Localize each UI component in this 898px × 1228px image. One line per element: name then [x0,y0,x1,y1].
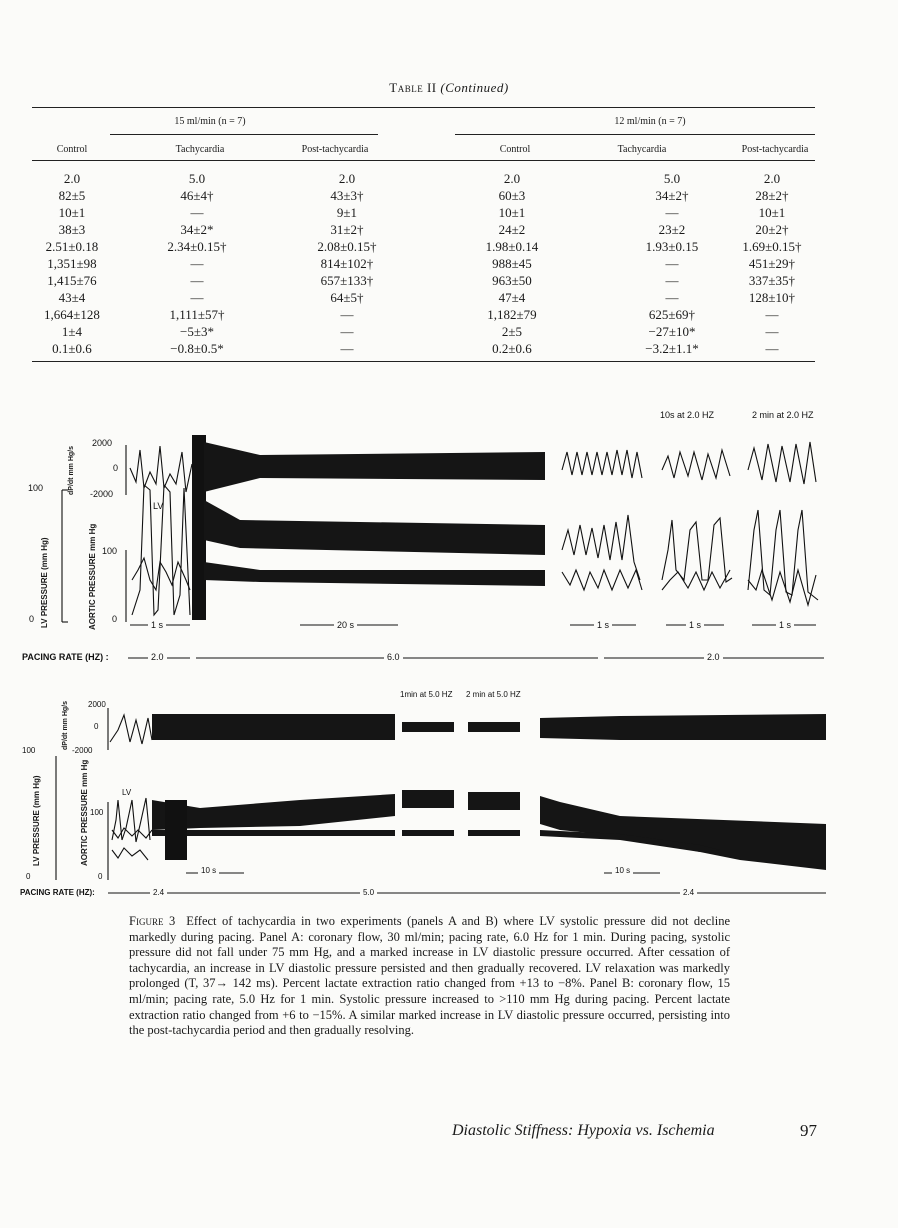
data-table [32,170,812,357]
page-number: 97 [800,1121,817,1140]
dpdt-trace-control [110,715,152,744]
table-cell: 20±2† [755,221,789,237]
table-body [32,170,812,357]
table-cell: 9±1 [336,204,358,220]
table-cell: 337±35† [748,272,796,288]
scale-label-10s: 10 s [612,866,633,875]
table-cell: 2.51±0.18 [45,238,99,254]
column-header: Tachycardia [175,144,225,155]
lv-trace-label: LV [153,501,164,511]
table-bottom-rule [32,361,815,362]
scale-label-10s: 10 s [198,866,219,875]
figure-caption [129,914,730,1039]
table-cell: −3.2±1.1* [645,340,699,356]
table-cell: 657±133† [320,272,374,288]
table-cell: — [665,204,679,220]
aortic-trace-recovery-2 [662,570,730,590]
table-title-prefix: Table II [389,80,437,95]
table-row [32,323,812,340]
table-title-suffix: (Continued) [440,80,509,95]
table-cell: 47±4 [498,289,526,305]
table-cell: 43±3† [330,187,364,203]
table-row [32,272,812,289]
table-cell: 2.0 [338,170,356,186]
lv-pacing-band [204,500,545,555]
running-title: Diastolic Stiffness: Hypoxia vs. Ischemia [452,1122,715,1139]
table-row [32,170,812,187]
column-header: Control [56,144,88,155]
table-title [0,80,898,96]
table-cell: — [190,255,204,271]
pacing-value: 2.0 [148,652,167,662]
table-cell: — [665,289,679,305]
lv-tick: 100 [22,746,36,755]
aortic-axis-b: AORTIC PRESSURE mm Hg [80,759,89,866]
panel-b-traces [0,700,898,900]
dpdt-tick: 0 [113,463,119,473]
table-cell: 24±2 [498,221,526,237]
aortic-axis-a: AORTIC PRESSURE mm Hg [88,523,97,630]
lv-band-2min [468,792,520,810]
table-row [32,221,812,238]
panel-a-traces [0,430,898,680]
aortic-trace-recovery-1 [562,570,642,590]
table-cell: 46±4† [180,187,214,203]
table-cell: 625±69† [648,306,696,322]
pacing-spike [165,800,187,860]
table-cell: 2.34±0.15† [167,238,227,254]
scale-label-1s: 1 s [148,620,166,630]
table-cell: — [340,340,354,356]
aortic-tick: 100 [90,808,104,817]
dpdt-post-band [540,714,826,740]
group-rule-left [110,134,378,135]
table-cell: 10±1 [498,204,526,220]
table-cell: 1,111±57† [169,306,225,322]
lv-trace-label: LV [122,788,132,797]
aortic-tick: 0 [98,872,103,881]
table-cell: 1,182±79 [487,306,537,322]
table-cell: 1±4 [61,323,83,339]
table-cell: 31±2† [330,221,364,237]
pacing-spike [192,435,206,620]
table-row [32,204,812,221]
header-rule [32,160,815,161]
dpdt-tick: -2000 [90,489,114,499]
aortic-band-2min [468,830,520,836]
lv-trace-recovery-1 [562,515,640,580]
aortic-trace-recovery-3 [748,570,816,605]
aortic-pacing-band [152,830,395,836]
pacing-rate-label-b: PACING RATE (HZ): [20,888,95,897]
column-header: Control [499,144,531,155]
table-cell: 5.0 [663,170,681,186]
table-cell: 1.93±0.15 [645,238,699,254]
lv-pacing-band [152,794,395,830]
table-cell: 43±4 [58,289,86,305]
column-header: Post-tachycardia [301,144,369,155]
table-cell: −5±3* [180,323,214,339]
table-cell: 10±1 [758,204,786,220]
table-cell: — [765,340,779,356]
table-cell: 38±3 [58,221,86,237]
table-row [32,238,812,255]
aortic-tick: 100 [102,546,118,556]
table-cell: 1,351±98 [47,255,97,271]
dpdt-band-2min [468,722,520,732]
dpdt-tick: -2000 [72,746,93,755]
lv-trace-control [132,485,190,615]
column-header: Post-tachycardia [741,144,809,155]
table-cell: 5.0 [188,170,206,186]
table-cell: −27±10* [648,323,696,339]
aortic-trace-control-2 [112,848,148,860]
table-cell: 1,664±128 [44,306,100,322]
table-cell: 2±5 [501,323,523,339]
table-cell: 2.08±0.15† [317,238,377,254]
table-cell: — [665,272,679,288]
table-cell: 451±29† [748,255,796,271]
lv-trace-recovery-2 [662,518,732,582]
table-cell: — [340,323,354,339]
caption-text: Effect of tachycardia in two experiments (panels A and B) where LV systolic pressure did not decline markedly during pacing. Panel A: coronary flow, 30 ml/min; pacing rate, 6.0 Hz for 1 min. During pacing, systolic pressure did not fall under 75 mm Hg, and a marked increase in LV diastolic pressure occurred. After cessation of tachycardia, an increase in LV diastolic pressure persisted and then gradually recovered. LV relaxation was markedly prolonged (T, 37→ 142 ms). Percent lactate extraction ratio changed from +13 to −8%. Panel B: coronary flow, 15 ml/min; pacing rate, 5.0 Hz for 1 min. Systolic pressure increased to >110 mm Hg during pacing. Percent lactate extraction ratio changed from +6 to −15%. A similar marked increase in LV diastolic pressure occurred, persisting into the post-tachycardia period and then gradually resolving. [129,914,731,1038]
table-row [32,306,812,323]
scale-label-20s: 20 s [334,620,357,630]
dpdt-tick: 0 [94,722,99,731]
column-header: Tachycardia [617,144,667,155]
scale-label-1s: 1 s [686,620,704,630]
table-cell: 23±2 [658,221,686,237]
pacing-value: 2.4 [150,888,167,897]
lv-tick: 0 [26,872,31,881]
table-cell: 128±10† [748,289,796,305]
dpdt-tick: 2000 [88,700,106,709]
dpdt-tick: 2000 [92,438,113,448]
lv-pressure-axis-b: LV PRESSURE (mm Hg) [32,775,41,866]
dpdt-axis-b: dP/dt mm Hg/s [62,700,69,750]
pacing-rate-label-a: PACING RATE (HZ) : [22,652,109,662]
label-10s-at-2hz: 10s at 2.0 HZ [660,410,715,420]
aortic-tick: 0 [112,614,118,624]
dpdt-band-1min [402,722,454,732]
table-cell: 2.0 [503,170,521,186]
table-cell: 10±1 [58,204,86,220]
table-cell: 963±50 [492,272,532,288]
table-cell: 34±2† [655,187,689,203]
group-rule-right [455,134,815,135]
label-1min-at-5hz: 1min at 5.0 HZ [400,690,453,699]
table-cell: 28±2† [755,187,789,203]
table-cell: — [665,255,679,271]
lv-tick: 0 [29,614,35,624]
table-cell: 34±2* [180,221,214,237]
table-cell: 988±45 [492,255,532,271]
caption-label: Figure 3 [129,914,176,928]
dpdt-trace-recovery-3 [748,442,816,484]
table-cell: — [190,272,204,288]
table-cell: 60±3 [498,187,526,203]
scale-label-1s: 1 s [594,620,612,630]
dpdt-trace-recovery-2 [662,450,730,480]
table-row [32,187,812,204]
table-cell: 1,415±76 [47,272,97,288]
table-cell: — [190,204,204,220]
table-cell: 1.69±0.15† [742,238,802,254]
table-cell: 82±5 [58,187,86,203]
table-cell: 0.1±0.6 [52,340,92,356]
lv-trace-recovery-3 [748,510,818,600]
aortic-band-1min [402,830,454,836]
table-cell: — [340,306,354,322]
pacing-value: 6.0 [384,652,403,662]
dpdt-pacing-band [152,714,395,740]
pacing-value: 5.0 [360,888,377,897]
dpdt-axis-a: dP/dt mm Hg/s [68,445,75,495]
lv-band-1min [402,790,454,808]
table-row [32,340,812,357]
dpdt-trace-control [130,446,192,492]
group-header-left: 15 ml/min (n = 7) [174,116,246,127]
pacing-value: 2.4 [680,888,697,897]
label-2min-at-2hz: 2 min at 2.0 HZ [752,410,814,420]
table-row [32,289,812,306]
table-top-rule [32,107,815,108]
table-cell: — [765,306,779,322]
table-cell: 0.2±0.6 [492,340,532,356]
group-header-right: 12 ml/min (n = 7) [614,116,686,127]
table-cell: — [765,323,779,339]
dpdt-pacing-band [204,442,545,492]
table-cell: 64±5† [330,289,364,305]
lv-tick: 100 [28,483,44,493]
table-cell: 1.98±0.14 [485,238,539,254]
table-cell: 2.0 [763,170,781,186]
table-cell: 814±102† [320,255,374,271]
lv-pressure-axis-a: LV PRESSURE (mm Hg) [40,537,49,628]
label-2min-at-5hz: 2 min at 5.0 HZ [466,690,521,699]
dpdt-trace-recovery-1 [562,450,642,478]
table-cell: −0.8±0.5* [170,340,224,356]
pacing-value: 2.0 [704,652,723,662]
aortic-pacing-band [204,562,545,586]
aortic-trace-control [112,828,152,838]
table-row [32,255,812,272]
scale-label-1s: 1 s [776,620,794,630]
table-cell: 2.0 [63,170,81,186]
table-cell: — [190,289,204,305]
